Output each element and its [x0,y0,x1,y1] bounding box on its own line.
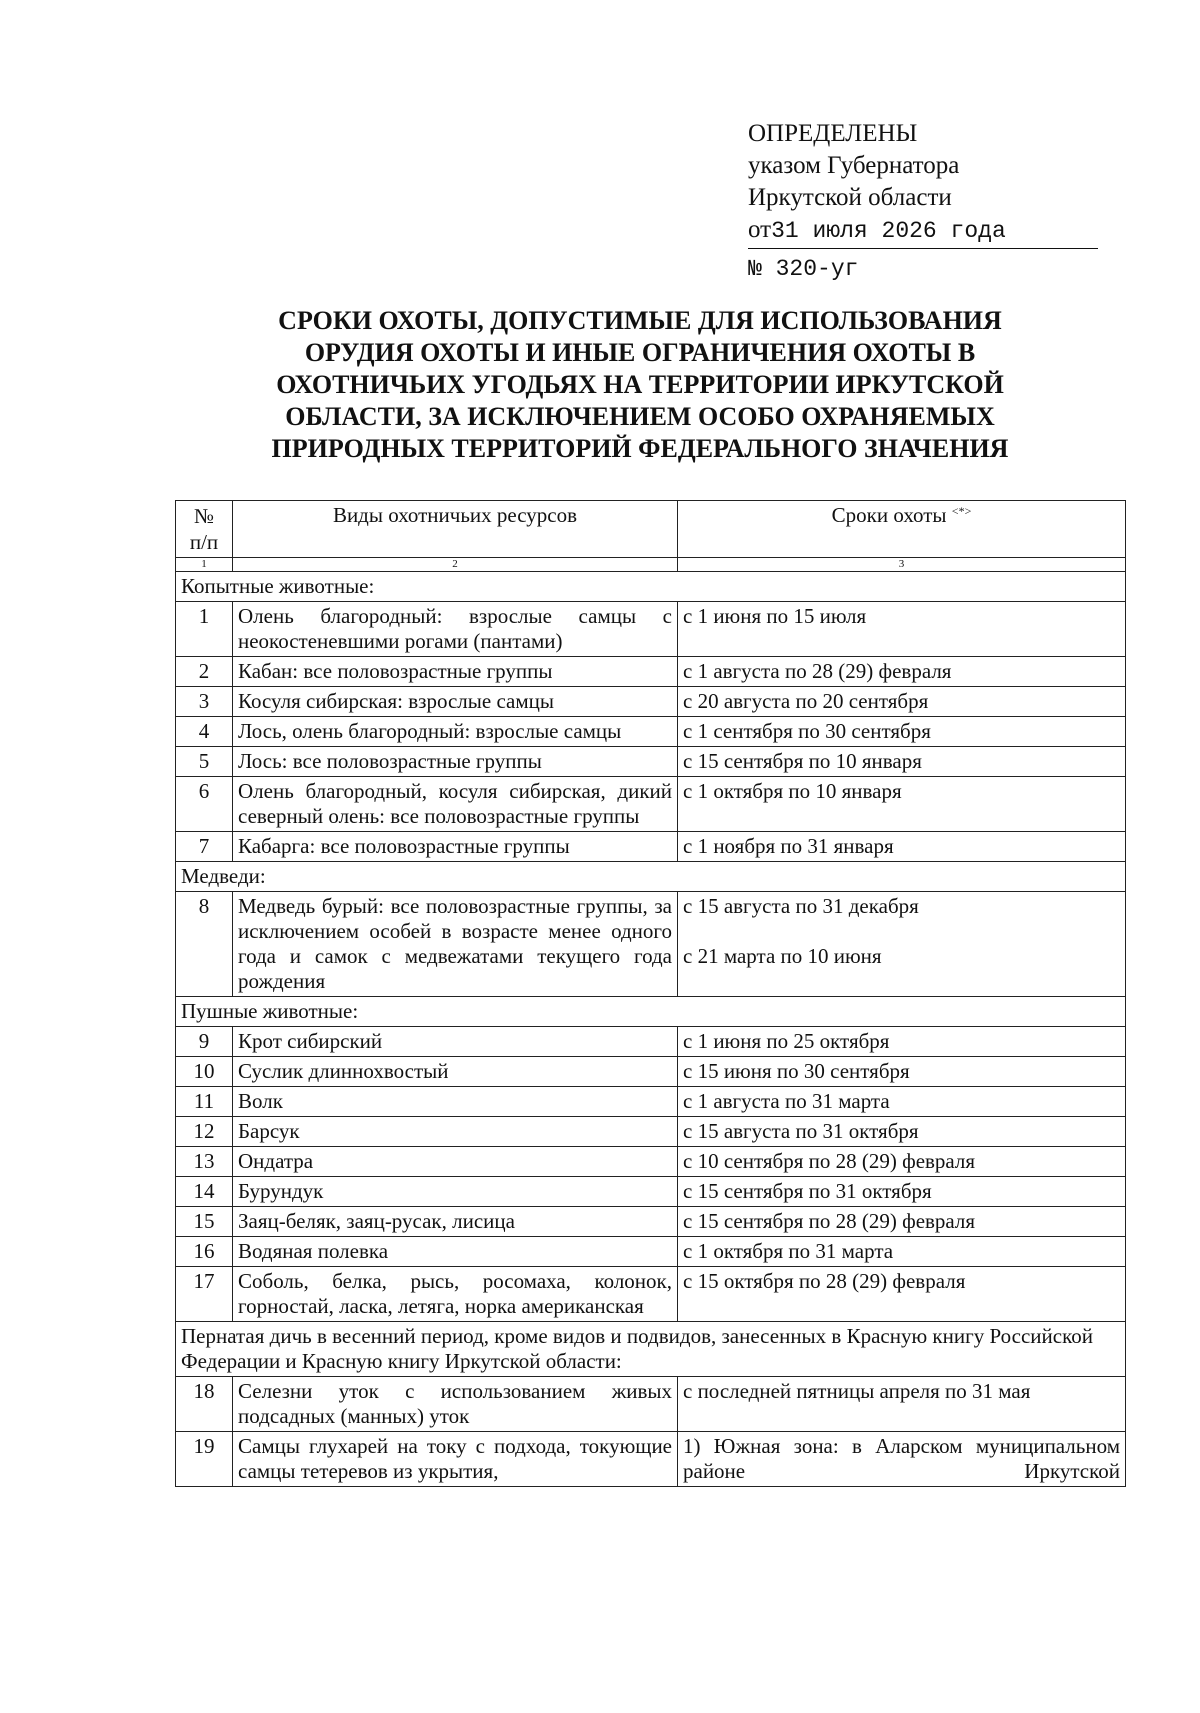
row-term-gap [683,919,1120,944]
row-number: 2 [176,657,233,687]
table-row [176,1377,1126,1432]
approval-date-prefix: от [748,216,772,243]
row-number: 18 [176,1377,233,1432]
row-number: 15 [176,1207,233,1237]
row-number: 14 [176,1177,233,1207]
row-term [678,892,1126,997]
approval-line-2: указом Губернатора [748,152,960,179]
header-terms-footnote: <*> [951,504,972,518]
row-term: с 1 июня по 15 июля [678,602,1126,657]
header-species: Виды охотничьих ресурсов [233,501,678,558]
row-number: 17 [176,1267,233,1322]
row-number: 1 [176,602,233,657]
row-term-first: с 15 августа по 31 декабря [683,894,919,918]
table-row [176,892,1126,997]
table-row [176,1177,1126,1207]
row-term: 1) Южная зона: в Аларском муниципальном районе Иркутской [678,1432,1126,1487]
row-number: 6 [176,777,233,832]
column-numbers-row [176,558,1126,572]
title-line-4: ОБЛАСТИ, ЗА ИСКЛЮЧЕНИЕМ ОСОБО ОХРАНЯЕМЫХ [285,402,995,431]
row-number: 3 [176,687,233,717]
row-species: Кабан: все половозрастные группы [233,657,678,687]
section-row-ungulates [176,572,1126,602]
document-title [170,305,1110,465]
table-row [176,657,1126,687]
header-number-line-1: № [193,504,215,528]
table-header-row [176,501,1126,558]
row-term: с 15 сентября по 10 января [678,747,1126,777]
header-number [176,501,233,558]
approval-number: № 320-уг [748,256,859,282]
section-row-fur [176,997,1126,1027]
row-species: Бурундук [233,1177,678,1207]
table-row [176,1057,1126,1087]
column-number-1: 1 [176,558,233,572]
section-label: Пернатая дичь в весенний период, кроме видов и подвидов, занесенных в Красную книгу Российской Федерации и Красную книгу Иркутской области: [176,1322,1126,1377]
section-row-bears [176,862,1126,892]
approval-date-value: 31 июля 2026 года [771,218,1006,244]
row-term: с 15 июня по 30 сентября [678,1057,1126,1087]
row-species: Соболь, белка, рысь, росомаха, колонок, горностай, ласка, летяга, норка американская [233,1267,678,1322]
row-number: 8 [176,892,233,997]
approval-line-3: Иркутской области [748,184,952,211]
row-term: с 20 августа по 20 сентября [678,687,1126,717]
table-row [176,832,1126,862]
row-species: Суслик длиннохвостый [233,1057,678,1087]
approval-date [748,214,1098,249]
header-terms [678,501,1126,558]
title-line-5: ПРИРОДНЫХ ТЕРРИТОРИЙ ФЕДЕРАЛЬНОГО ЗНАЧЕНИЯ [271,434,1009,463]
table-row [176,1267,1126,1322]
table-row [176,602,1126,657]
row-term: с 1 августа по 31 марта [678,1087,1126,1117]
row-number: 12 [176,1117,233,1147]
row-term: с 1 октября по 31 марта [678,1237,1126,1267]
row-species: Волк [233,1087,678,1117]
title-line-2: ОРУДИЯ ОХОТЫ И ИНЫЕ ОГРАНИЧЕНИЯ ОХОТЫ В [304,338,976,367]
row-number: 9 [176,1027,233,1057]
row-species: Водяная полевка [233,1237,678,1267]
row-species: Крот сибирский [233,1027,678,1057]
section-label: Копытные животные: [176,572,1126,602]
row-species: Олень благородный, косуля сибирская, дикий северный олень: все половозрастные группы [233,777,678,832]
table-row [176,717,1126,747]
row-species: Барсук [233,1117,678,1147]
row-term: с 1 августа по 28 (29) февраля [678,657,1126,687]
table-row [176,1432,1126,1487]
row-term: с 1 ноября по 31 января [678,832,1126,862]
row-species: Самцы глухарей на току с подхода, токующие самцы тетеревов из укрытия, [233,1432,678,1487]
table-row [176,777,1126,832]
table-row [176,1027,1126,1057]
row-number: 16 [176,1237,233,1267]
row-number: 13 [176,1147,233,1177]
row-species: Олень благородный: взрослые самцы с неокостеневшими рогами (пантами) [233,602,678,657]
column-number-2: 2 [233,558,678,572]
row-species: Селезни уток с использованием живых подсадных (манных) уток [233,1377,678,1432]
row-number: 19 [176,1432,233,1487]
row-species: Кабарга: все половозрастные группы [233,832,678,862]
row-species: Лось, олень благородный: взрослые самцы [233,717,678,747]
row-species: Косуля сибирская: взрослые самцы [233,687,678,717]
section-label: Медведи: [176,862,1126,892]
approval-block [748,118,1098,285]
title-line-1: СРОКИ ОХОТЫ, ДОПУСТИМЫЕ ДЛЯ ИСПОЛЬЗОВАНИЯ [278,306,1002,335]
row-species: Заяц-беляк, заяц-русак, лисица [233,1207,678,1237]
header-terms-label: Сроки охоты [831,503,947,527]
section-label: Пушные животные: [176,997,1126,1027]
row-number: 11 [176,1087,233,1117]
row-term: с 15 сентября по 31 октября [678,1177,1126,1207]
row-species: Медведь бурый: все половозрастные группы, за исключением особей в возрасте менее одного года и самок с медвежатами текущего года рождения [233,892,678,997]
row-term: с последней пятницы апреля по 31 мая [678,1377,1126,1432]
row-term: с 10 сентября по 28 (29) февраля [678,1147,1126,1177]
title-line-3: ОХОТНИЧЬИХ УГОДЬЯХ НА ТЕРРИТОРИИ ИРКУТСКОЙ [276,370,1004,399]
table-row [176,1147,1126,1177]
table-row [176,1207,1126,1237]
section-row-birds [176,1322,1126,1377]
column-number-3: 3 [678,558,1126,572]
table-row [176,687,1126,717]
table-row [176,1117,1126,1147]
row-term: с 1 сентября по 30 сентября [678,717,1126,747]
row-species: Ондатра [233,1147,678,1177]
table-row [176,1237,1126,1267]
table-row [176,1087,1126,1117]
row-number: 7 [176,832,233,862]
row-term: с 15 октября по 28 (29) февраля [678,1267,1126,1322]
row-term: с 1 июня по 25 октября [678,1027,1126,1057]
row-term: с 15 сентября по 28 (29) февраля [678,1207,1126,1237]
row-term: с 15 августа по 31 октября [678,1117,1126,1147]
row-species: Лось: все половозрастные группы [233,747,678,777]
header-number-line-2: п/п [189,530,219,554]
row-number: 5 [176,747,233,777]
approval-line-1: ОПРЕДЕЛЕНЫ [748,120,918,147]
row-number: 4 [176,717,233,747]
table-row [176,747,1126,777]
row-number: 10 [176,1057,233,1087]
hunting-terms-table [175,500,1126,1487]
row-term: с 1 октября по 10 января [678,777,1126,832]
row-term-second: с 21 марта по 10 июня [683,944,882,968]
